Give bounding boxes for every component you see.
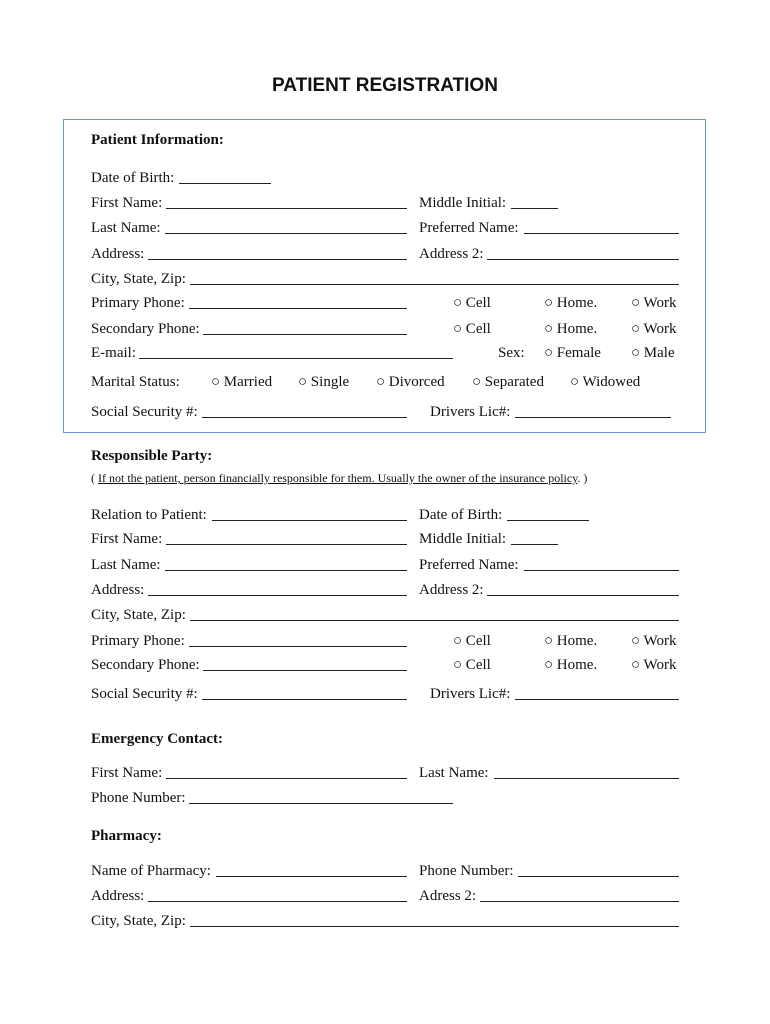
patient-dob-label: Date of Birth: <box>91 170 175 186</box>
patient-middle-initial-field[interactable] <box>511 208 558 209</box>
responsible-first-name-field[interactable] <box>166 544 407 545</box>
pharmacy-name-field[interactable] <box>216 876 407 877</box>
patient-primary-phone-label: Primary Phone: <box>91 295 185 311</box>
responsible-first-name-label: First Name: <box>91 531 163 547</box>
patient-city-field[interactable] <box>190 284 679 285</box>
patient-secondary-work-option[interactable]: ○ Work <box>631 321 677 337</box>
emergency-first-name-label: First Name: <box>91 765 163 781</box>
responsible-address-field[interactable] <box>148 595 407 596</box>
responsible-secondary-work-option[interactable]: ○ Work <box>631 657 677 673</box>
responsible-secondary-phone-field[interactable] <box>203 670 407 671</box>
emergency-contact-heading: Emergency Contact: <box>91 731 224 747</box>
emergency-first-name-field[interactable] <box>166 778 407 779</box>
patient-drivers-lic-field[interactable] <box>515 417 671 418</box>
patient-city-label: City, State, Zip: <box>91 271 186 287</box>
marital-married-option[interactable]: ○ Married <box>211 374 273 390</box>
patient-dob-field[interactable] <box>179 183 271 184</box>
patient-address2-field[interactable] <box>487 259 679 260</box>
patient-secondary-cell-option[interactable]: ○ Cell <box>453 321 491 337</box>
note-text: If not the patient, person financially responsible for them. Usually the owner of the insurance policy <box>98 471 578 485</box>
patient-secondary-home-option[interactable]: ○ Home. <box>544 321 598 337</box>
responsible-ssn-label: Social Security #: <box>91 686 198 702</box>
patient-primary-phone-field[interactable] <box>189 308 407 309</box>
pharmacy-address2-field[interactable] <box>480 901 679 902</box>
marital-widowed-option[interactable]: ○ Widowed <box>570 374 641 390</box>
responsible-last-name-label: Last Name: <box>91 557 161 573</box>
patient-address-field[interactable] <box>148 259 407 260</box>
responsible-primary-home-option[interactable]: ○ Home. <box>544 633 598 649</box>
patient-sex-female-option[interactable]: ○ Female <box>544 345 601 361</box>
pharmacy-name-label: Name of Pharmacy: <box>91 863 211 879</box>
note-open: ( <box>91 471 98 485</box>
patient-ssn-label: Social Security #: <box>91 404 198 420</box>
patient-preferred-name-field[interactable] <box>524 233 679 234</box>
responsible-preferred-name-field[interactable] <box>524 570 679 571</box>
patient-secondary-phone-field[interactable] <box>203 334 407 335</box>
patient-email-field[interactable] <box>139 358 453 359</box>
pharmacy-address-field[interactable] <box>148 901 407 902</box>
responsible-drivers-lic-field[interactable] <box>515 699 679 700</box>
responsible-city-field[interactable] <box>190 620 679 621</box>
emergency-last-name-label: Last Name: <box>419 765 489 781</box>
pharmacy-address2-label: Adress 2: <box>419 888 477 904</box>
emergency-phone-field[interactable] <box>189 803 453 804</box>
responsible-primary-cell-option[interactable]: ○ Cell <box>453 633 491 649</box>
pharmacy-heading: Pharmacy: <box>91 828 162 844</box>
responsible-address2-field[interactable] <box>487 595 679 596</box>
responsible-preferred-name-label: Preferred Name: <box>419 557 519 573</box>
responsible-relation-field[interactable] <box>212 520 407 521</box>
pharmacy-address-label: Address: <box>91 888 145 904</box>
patient-primary-home-option[interactable]: ○ Home. <box>544 295 598 311</box>
responsible-party-note <box>91 471 587 485</box>
patient-first-name-field[interactable] <box>166 208 407 209</box>
responsible-address2-label: Address 2: <box>419 582 484 598</box>
responsible-secondary-home-option[interactable]: ○ Home. <box>544 657 598 673</box>
patient-ssn-field[interactable] <box>202 417 407 418</box>
emergency-phone-label: Phone Number: <box>91 790 186 806</box>
patient-marital-status-label: Marital Status: <box>91 374 180 390</box>
marital-divorced-option[interactable]: ○ Divorced <box>376 374 445 390</box>
pharmacy-city-label: City, State, Zip: <box>91 913 186 929</box>
responsible-address-label: Address: <box>91 582 145 598</box>
responsible-dob-field[interactable] <box>507 520 589 521</box>
patient-last-name-label: Last Name: <box>91 220 161 236</box>
responsible-primary-phone-field[interactable] <box>189 646 407 647</box>
patient-information-heading: Patient Information: <box>91 132 224 148</box>
pharmacy-phone-field[interactable] <box>518 876 679 877</box>
marital-single-option[interactable]: ○ Single <box>298 374 350 390</box>
responsible-primary-phone-label: Primary Phone: <box>91 633 185 649</box>
patient-drivers-lic-label: Drivers Lic#: <box>430 404 511 420</box>
responsible-party-heading: Responsible Party: <box>91 448 213 464</box>
marital-separated-option[interactable]: ○ Separated <box>472 374 544 390</box>
emergency-last-name-field[interactable] <box>494 778 679 779</box>
responsible-secondary-cell-option[interactable]: ○ Cell <box>453 657 491 673</box>
responsible-city-label: City, State, Zip: <box>91 607 186 623</box>
responsible-last-name-field[interactable] <box>165 570 407 571</box>
pharmacy-city-field[interactable] <box>190 926 679 927</box>
responsible-relation-label: Relation to Patient: <box>91 507 207 523</box>
page-title: PATIENT REGISTRATION <box>272 75 498 96</box>
patient-primary-cell-option[interactable]: ○ Cell <box>453 295 491 311</box>
patient-address2-label: Address 2: <box>419 246 484 262</box>
patient-sex-male-option[interactable]: ○ Male <box>631 345 675 361</box>
responsible-drivers-lic-label: Drivers Lic#: <box>430 686 511 702</box>
patient-address-label: Address: <box>91 246 145 262</box>
patient-last-name-field[interactable] <box>165 233 407 234</box>
patient-email-label: E-mail: <box>91 345 136 361</box>
patient-first-name-label: First Name: <box>91 195 163 211</box>
responsible-primary-work-option[interactable]: ○ Work <box>631 633 677 649</box>
responsible-middle-initial-label: Middle Initial: <box>419 531 507 547</box>
responsible-ssn-field[interactable] <box>202 699 407 700</box>
patient-middle-initial-label: Middle Initial: <box>419 195 507 211</box>
patient-secondary-phone-label: Secondary Phone: <box>91 321 200 337</box>
note-close: . ) <box>577 471 588 485</box>
responsible-dob-label: Date of Birth: <box>419 507 503 523</box>
patient-primary-work-option[interactable]: ○ Work <box>631 295 677 311</box>
patient-sex-label: Sex: <box>498 345 525 361</box>
pharmacy-phone-label: Phone Number: <box>419 863 514 879</box>
patient-preferred-name-label: Preferred Name: <box>419 220 519 236</box>
responsible-middle-initial-field[interactable] <box>511 544 558 545</box>
responsible-secondary-phone-label: Secondary Phone: <box>91 657 200 673</box>
